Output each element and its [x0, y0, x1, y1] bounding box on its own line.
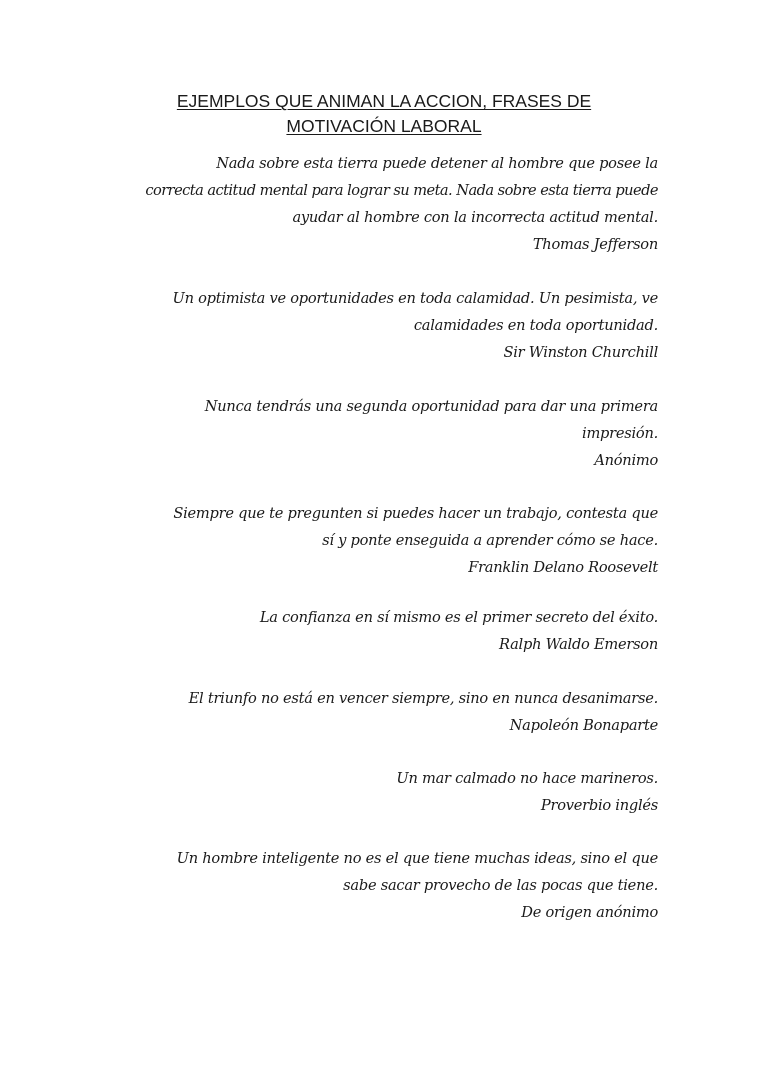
quote-block-anonimo [205, 393, 658, 474]
quote-line: correcta actitud mental para lograr su meta. Nada sobre esta tierra puede [145, 182, 658, 199]
quote-block-roosevelt [173, 500, 658, 581]
quote-line: sabe sacar provecho de las pocas que tiene. [343, 877, 658, 894]
quote-author: Thomas Jefferson [532, 236, 658, 253]
quote-author: Anónimo [594, 452, 658, 469]
quote-author: Napoleón Bonaparte [509, 717, 658, 734]
quote-line: El triunfo no está en vencer siempre, sino en nunca desanimarse. [188, 690, 658, 707]
quote-block-jefferson [145, 150, 658, 258]
quote-line: Un hombre inteligente no es el que tiene muchas ideas, sino el que [176, 850, 658, 867]
quote-line: ayudar al hombre con la incorrecta actitud mental. [292, 209, 658, 226]
quote-block-churchill [173, 285, 658, 366]
quote-line: calamidades en toda oportunidad. [413, 317, 658, 334]
quote-line: Un optimista ve oportunidades en toda calamidad. Un pesimista, ve [172, 290, 658, 307]
quote-author: De origen anónimo [521, 904, 658, 921]
quote-author: Ralph Waldo Emerson [499, 636, 658, 653]
quote-block-proverbio [396, 765, 658, 819]
quote-line: La confianza en sí mismo es el primer secreto del éxito. [259, 609, 658, 626]
quote-block-emerson [260, 604, 658, 658]
quote-line: Nada sobre esta tierra puede detener al hombre que posee la [216, 155, 658, 172]
title-line: EJEMPLOS QUE ANIMAN LA ACCION, FRASES DE [176, 91, 592, 111]
quote-line: Un mar calmado no hace marineros. [396, 770, 658, 787]
quote-author: Proverbio inglés [540, 797, 658, 814]
quote-line: sí y ponte enseguida a aprender cómo se hace. [322, 532, 658, 549]
quote-block-origen-anonimo [177, 845, 658, 926]
quote-block-bonaparte [189, 685, 658, 739]
quote-line: Siempre que te pregunten si puedes hacer un trabajo, contesta que [173, 505, 658, 522]
quote-line: Nunca tendrás una segunda oportunidad para dar una primera [204, 398, 658, 415]
quote-author: Sir Winston Churchill [503, 344, 658, 361]
quote-author: Franklin Delano Roosevelt [468, 559, 658, 576]
title-line: MOTIVACIÓN LABORAL [286, 116, 482, 136]
document-title [100, 89, 668, 139]
quote-line: impresión. [582, 425, 658, 442]
